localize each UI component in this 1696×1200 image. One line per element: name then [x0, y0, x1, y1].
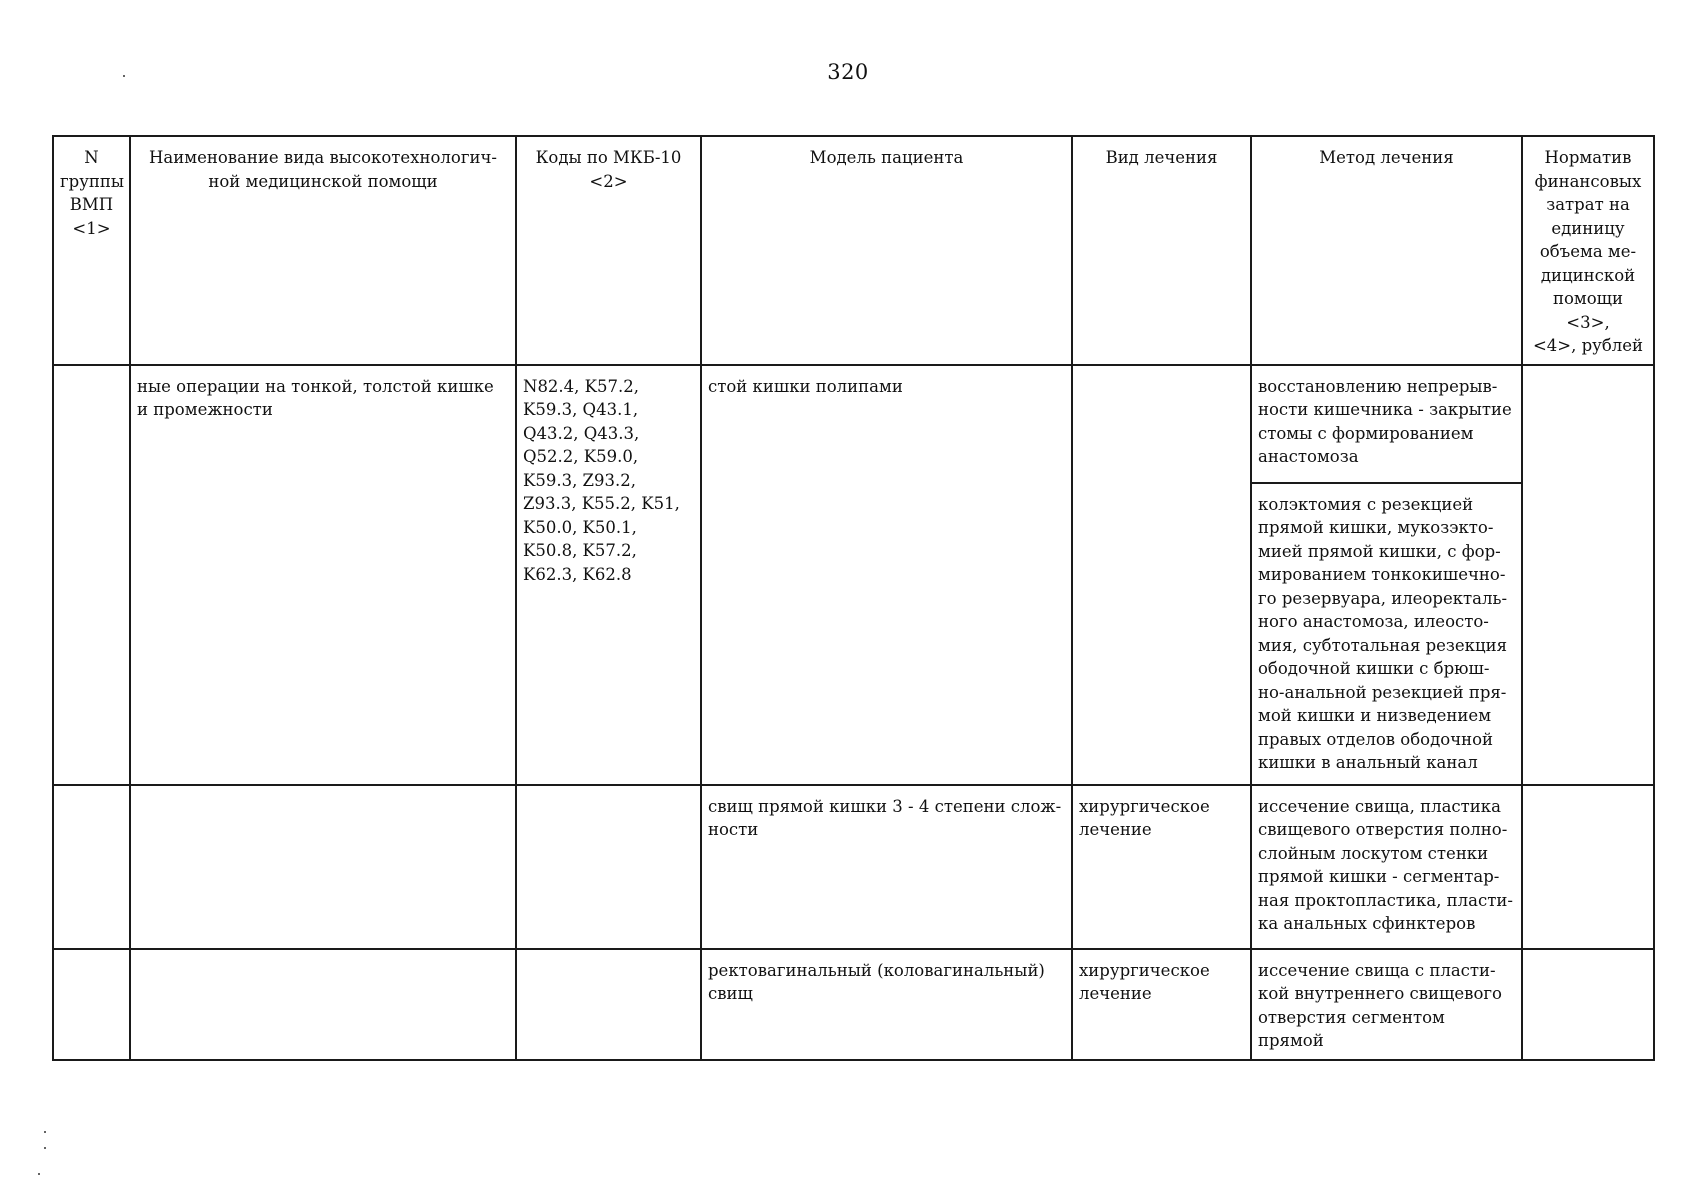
header-line: <1> [72, 218, 111, 238]
method-item: восстановлению непрерыв-ности кишечника - закрытие стомы с формированием анастомоза [1258, 376, 1512, 466]
icd-code-line: K59.3, Q43.1, [523, 400, 639, 419]
header-line: Наименование вида высокотехнологич- [149, 148, 497, 167]
page-number: 320 [827, 60, 869, 84]
header-line: <2> [589, 171, 628, 191]
header-patient-model [701, 136, 1072, 365]
scan-speck [44, 1131, 46, 1133]
scan-speck [38, 1173, 40, 1175]
cell-treatment-type: хирургическое лечение [1072, 785, 1251, 949]
cell-care-name [130, 785, 516, 949]
cell-financial-norm [1522, 365, 1654, 785]
header-line: дицинской [1540, 265, 1636, 285]
cell-care-name: ные операции на тонкой, толстой кишке и промежности [130, 365, 516, 785]
header-financial-norm [1522, 136, 1654, 365]
cell-financial-norm [1522, 785, 1654, 949]
scan-speck [123, 75, 125, 77]
icd-code-line: N82.4, K57.2, [523, 376, 639, 396]
header-line: единицу [1551, 218, 1625, 238]
header-icd-codes [516, 136, 701, 365]
table-row [53, 365, 1654, 785]
header-line: финансовых [1534, 171, 1642, 191]
header-line: N [84, 148, 99, 167]
icd-code-line: Q43.2, Q43.3, [523, 423, 640, 443]
cell-icd-codes [516, 949, 701, 1060]
cell-treatment-methods [1251, 365, 1522, 785]
cell-group-number [53, 785, 130, 949]
cell-patient-model: стой кишки полипами [701, 365, 1072, 785]
table-row [53, 949, 1654, 1060]
header-line: Норматив [1544, 148, 1632, 167]
cell-treatment-methods: иссечение свища, пластика свищевого отверстия полно-слойным лоскутом стенки прямой кишки - сегментар-ная проктопластика, пласти-ка анальных сфинктеров [1251, 785, 1522, 949]
header-line: Модель пациента [809, 148, 964, 167]
header-care-name [130, 136, 516, 365]
header-line: помощи <3>, [1552, 289, 1624, 332]
icd-code-line: K50.0, K50.1, [523, 517, 637, 537]
icd-code-line: K50.8, K57.2, [523, 541, 637, 560]
method-item: колэктомия с резекцией прямой кишки, мукозэкто-мией прямой кишки, с фор-мированием тонкокишечно-го резервуара, илеоректаль-ного анастомоза, илеосто-мия, субтотальная резекция ободочной кишки с брюш-но-анальной резекцией пря-мой кишки и низведением правых отделов ободочной кишки в анальный канал [1252, 482, 1521, 782]
cell-treatment-type [1072, 365, 1251, 785]
cell-patient-model: ректовагинальный (коловагинальный) свищ [701, 949, 1072, 1060]
table-header-row [53, 136, 1654, 365]
header-line: Метод лечения [1319, 148, 1454, 167]
header-line: ной медицинской помощи [208, 171, 438, 191]
header-line: объема ме- [1539, 242, 1637, 261]
header-group-number [53, 136, 130, 365]
cell-icd-codes [516, 785, 701, 949]
header-line: затрат на [1546, 195, 1630, 214]
header-line: ВМП [69, 195, 114, 214]
cell-care-name [130, 949, 516, 1060]
header-line: Вид лечения [1105, 148, 1218, 167]
scan-speck [44, 1147, 46, 1149]
header-treatment-type [1072, 136, 1251, 365]
header-treatment-method [1251, 136, 1522, 365]
icd-code-line: Q52.2, K59.0, [523, 447, 639, 466]
header-line: группы [60, 171, 125, 191]
cell-patient-model: свищ прямой кишки 3 - 4 степени слож-ности [701, 785, 1072, 949]
header-line: Коды по МКБ-10 [535, 148, 682, 167]
cell-financial-norm [1522, 949, 1654, 1060]
icd-code-line: Z93.3, K55.2, K51, [523, 494, 680, 513]
icd-code-line: K59.3, Z93.2, [523, 470, 637, 490]
cell-treatment-methods: иссечение свища с пласти-кой внутреннего свищевого отверстия сегментом прямой [1251, 949, 1522, 1060]
cell-icd-codes [516, 365, 701, 785]
cell-group-number [53, 949, 130, 1060]
header-line: <4>, рублей [1532, 336, 1644, 355]
cell-treatment-type: хирургическое лечение [1072, 949, 1251, 1060]
icd-code-line: K62.3, K62.8 [523, 564, 632, 584]
vmp-table [52, 135, 1655, 1061]
cell-group-number [53, 365, 130, 785]
table-row [53, 785, 1654, 949]
